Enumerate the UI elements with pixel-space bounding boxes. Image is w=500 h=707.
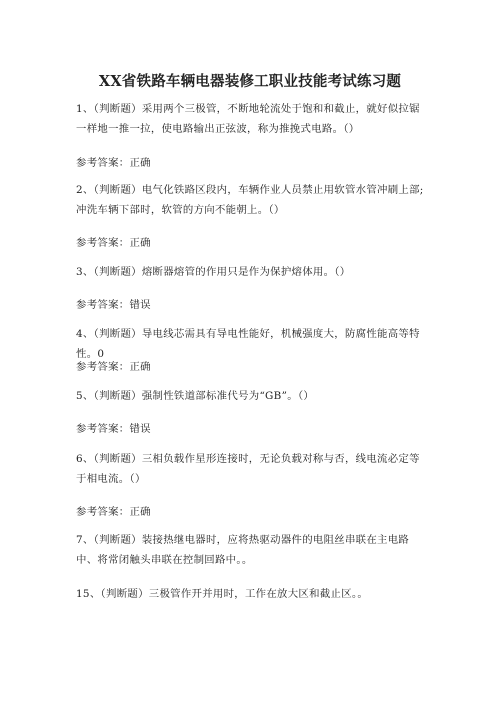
question-3: 3、（判断题）熔断器熔管的作用只是作为保护熔体用。（）	[76, 266, 351, 278]
answer-4: 参考答案：正确	[76, 361, 151, 373]
question-2: 2、（判断题）电气化铁路区段内，车辆作业人员禁止用软管水管冲刷上部;冲洗车辆下部时，软管的方向不能朝上。（）	[76, 184, 424, 216]
document-title: XX省铁路车辆电器装修工职业技能考试练习题	[98, 73, 402, 90]
question-5: 5、（判断题）强制性铁道部标准代号为“GB”。（）	[76, 390, 315, 402]
question-4: 4、（判断题）导电线芯需具有导电性能好，机械强度大，防腐性能高等特性。0	[76, 328, 420, 360]
answer-2: 参考答案：正确	[76, 237, 151, 249]
answer-3: 参考答案：错误	[76, 299, 151, 311]
answer-6: 参考答案：正确	[76, 506, 151, 518]
answer-1: 参考答案：正确	[76, 157, 151, 169]
question-1: 1、（判断题）采用两个三极管，不断地轮流处于饱和和截止，就好似拉锯一样地一推一拉，使电路输出正弦波，称为推挽式电路。（）	[76, 103, 420, 135]
question-15: 15、（判断题）三极管作开并用时，工作在放大区和截止区。。	[76, 588, 369, 600]
question-6: 6、（判断题）三相负载作星形连接时，无论负载对称与否，线电流必定等于相电流。（）	[76, 453, 420, 485]
question-7: 7、（判断题）装接热继电器时，应将热驱动器件的电阻丝串联在主电路中、将常闭触头串联在控制回路中。。	[76, 534, 410, 566]
answer-5: 参考答案：错误	[76, 423, 151, 435]
